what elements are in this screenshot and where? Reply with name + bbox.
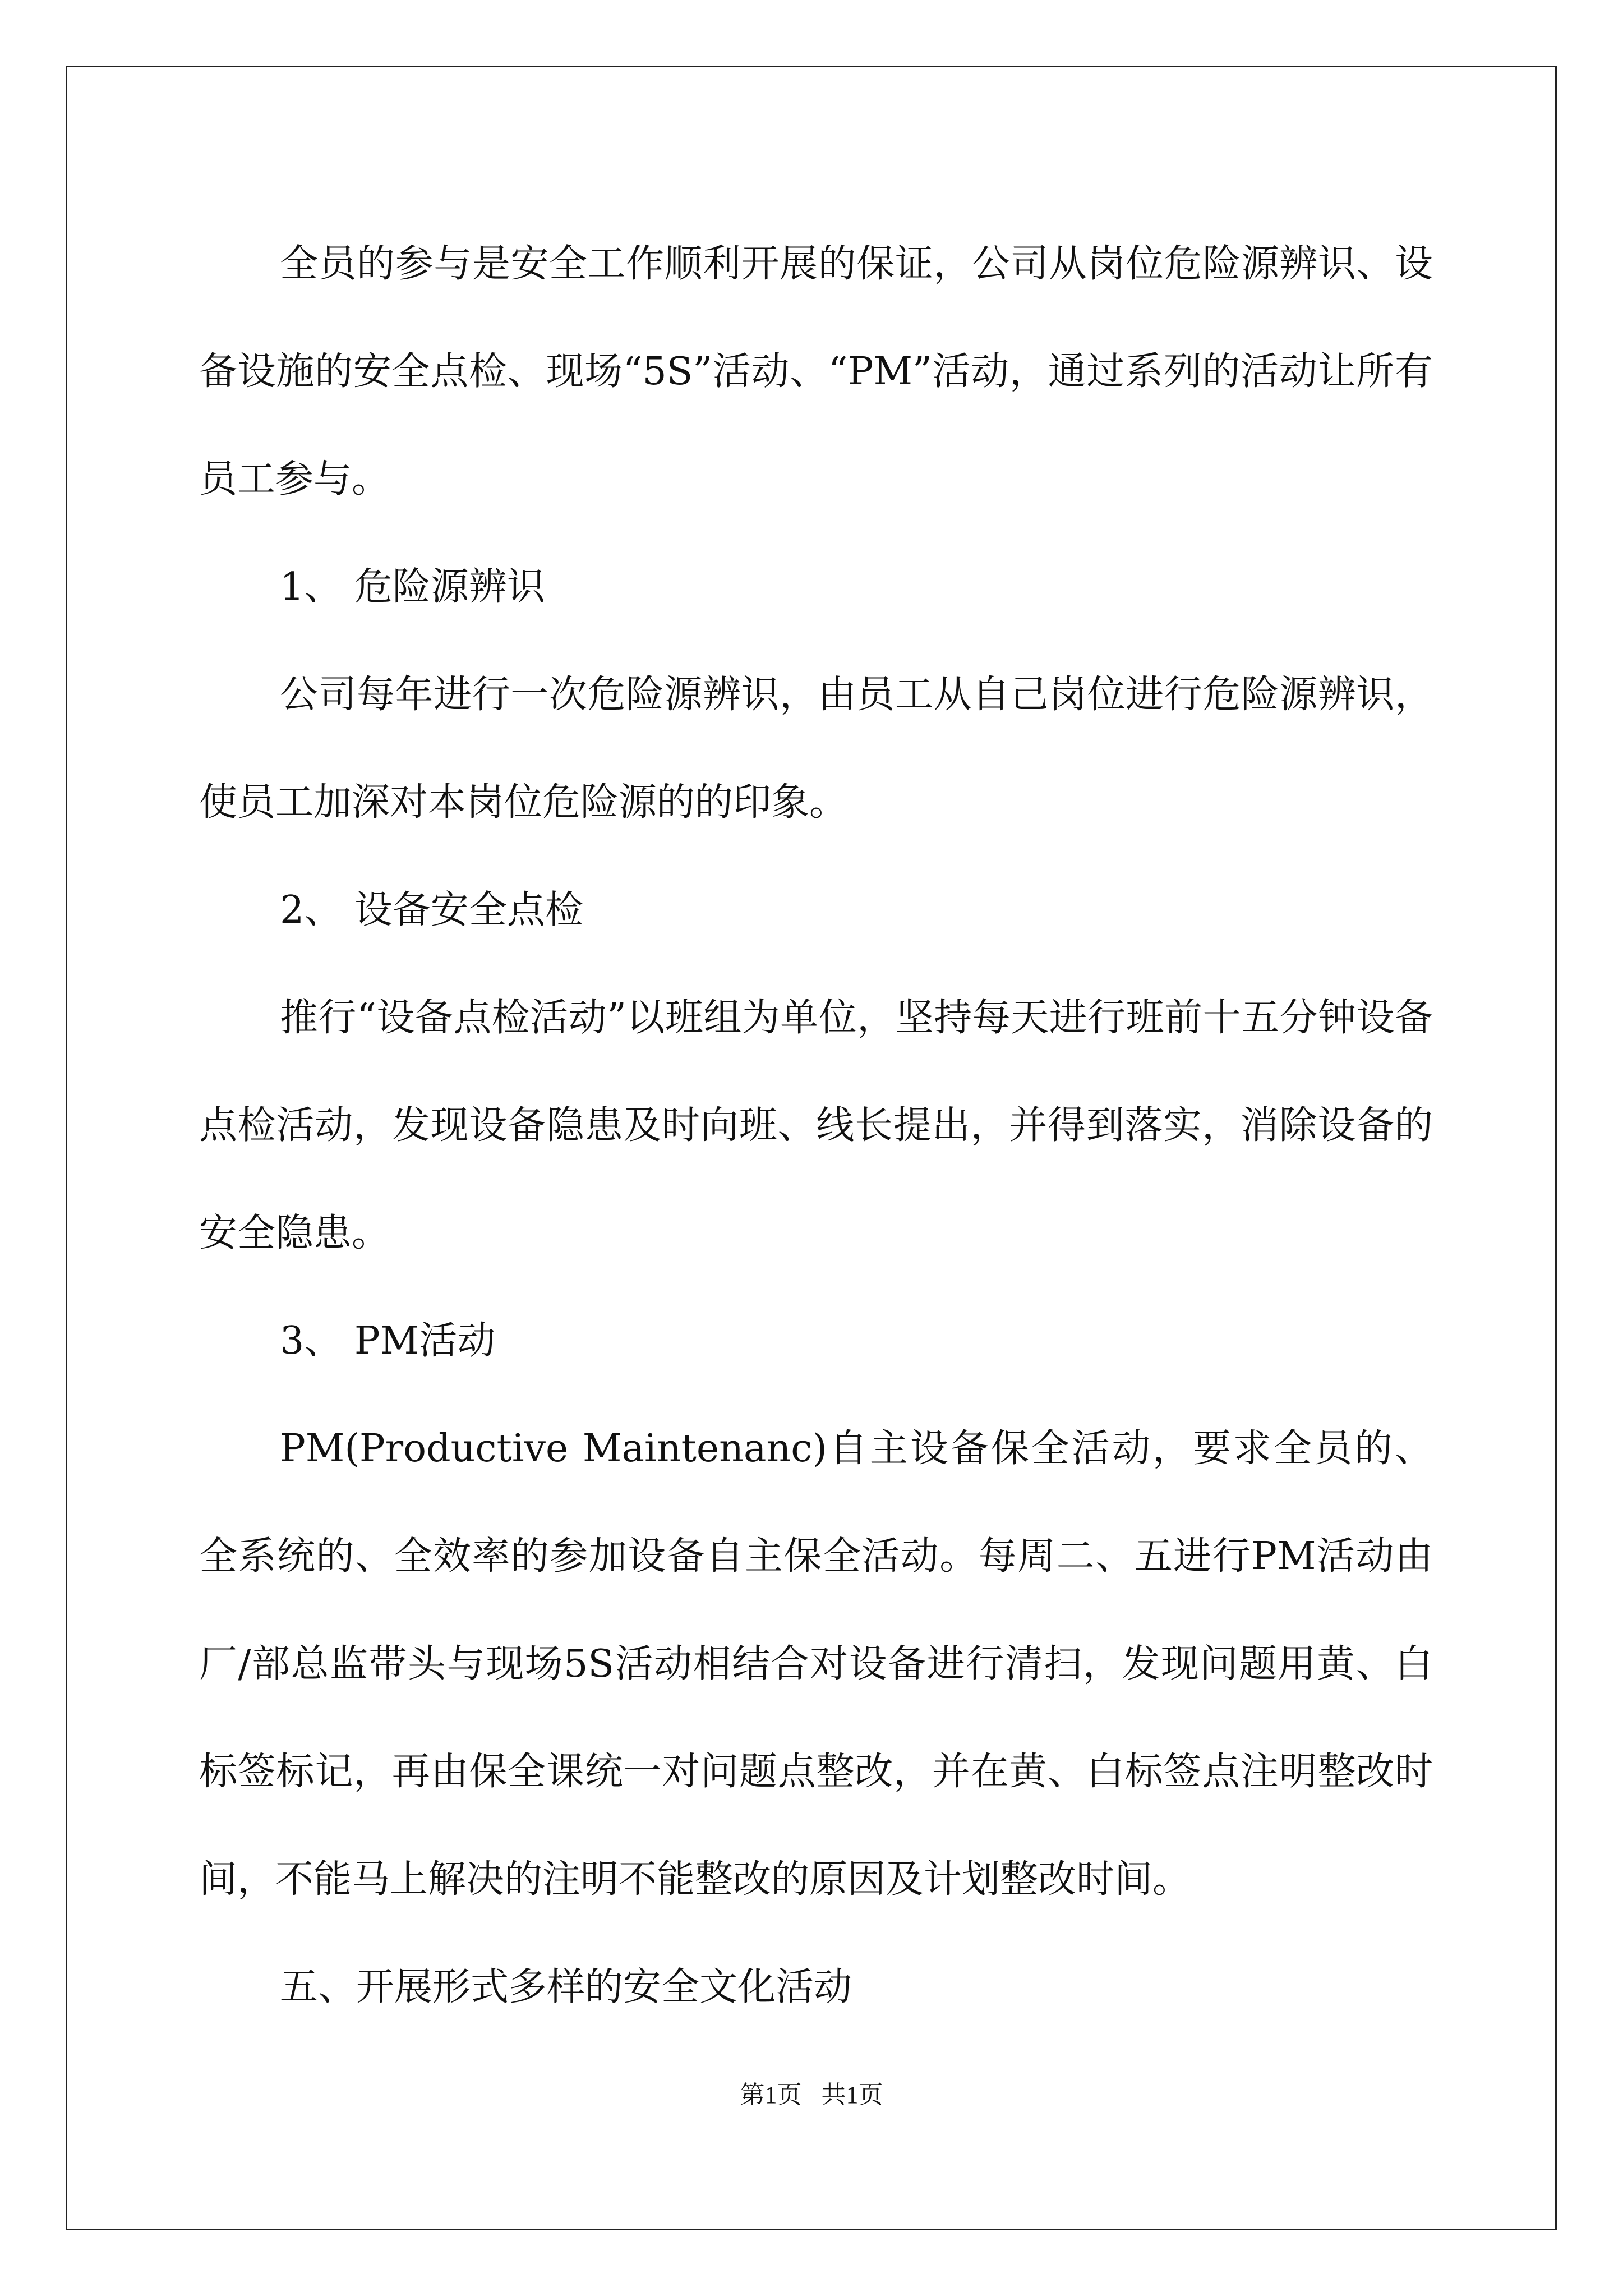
heading-safety-culture: 五、开展形式多样的安全文化活动 <box>280 1965 852 2009</box>
paragraph-equipment-inspection: 推行“设备点检活动”以班组为单位，坚持每天进行班前十五分钟设备点检活动，发现设备隐患及时向班、线长提出，并得到落实，消除设备的安全隐患。 <box>199 996 1433 1255</box>
paragraph-hazard-identification: 公司每年进行一次危险源辨识，由员工从自己岗位进行危险源辨识，使员工加深对本岗位危险源的的印象。 <box>199 673 1433 825</box>
paragraph-pm-activity: PM(Productive Maintenanc)自主设备保全活动，要求全员的、全系统的、全效率的参加设备自主保全活动。每周二、五进行PM活动由厂/部总监带头与现场5S活动相结合对设备进行清扫，发现问题用黄、白标签标记，再由保全课统一对问题点整改，并在黄、白标签点注明整改时间，不能马上解决的注明不能整改的原因及计划整改时间。 <box>199 1427 1433 1902</box>
document-body <box>199 210 1433 2041</box>
page-total: 共1页 <box>821 2081 883 2109</box>
page-number: 第1页 <box>740 2081 802 2109</box>
page-footer <box>0 2074 1623 2110</box>
heading-pm-activity: 3、 PM活动 <box>280 1319 496 1363</box>
heading-hazard-identification: 1、 危险源辨识 <box>280 565 545 609</box>
heading-equipment-inspection: 2、 设备安全点检 <box>280 888 583 932</box>
paragraph-intro: 全员的参与是安全工作顺利开展的保证，公司从岗位危险源辨识、设备设施的安全点检、现场“5S”活动、“PM”活动，通过系列的活动让所有员工参与。 <box>199 242 1433 501</box>
